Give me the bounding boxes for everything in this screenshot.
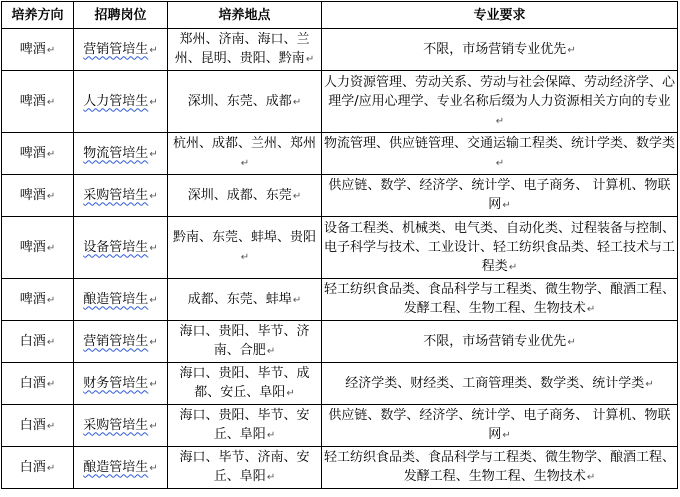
location-cell-text: 海口、贵阳、毕节、成都、安丘、阜阳 (179, 366, 310, 400)
requirement-cell (322, 29, 678, 71)
requirement-cell (322, 405, 678, 447)
paragraph-mark-icon: ↵ (149, 242, 158, 254)
paragraph-mark-icon: ↵ (266, 472, 276, 483)
location-cell-text: 郑州、济南、海口、兰州、昆明、贵阳、黔南 (174, 32, 310, 66)
position-cell (74, 321, 168, 363)
position-cell (74, 405, 168, 447)
table-row (2, 71, 678, 133)
position-cell-text: 财务管培生 (83, 375, 149, 391)
requirement-cell-text: 供应链、数学、经济学、统计学、电子商务、 计算机、物联网 (328, 408, 671, 442)
requirement-cell (322, 279, 678, 321)
table-row (2, 321, 678, 363)
position-cell-text: 营销管培生 (83, 41, 149, 57)
paragraph-mark-icon: ↵ (240, 158, 250, 169)
location-cell-text: 深圳、成都、东莞 (187, 187, 292, 203)
header-direction: 培养方向 (2, 2, 74, 29)
position-cell (74, 29, 168, 71)
paragraph-mark-icon: ↵ (46, 148, 56, 160)
paragraph-mark-icon: ↵ (46, 294, 56, 306)
position-cell-text: 酿造管培生 (83, 459, 149, 475)
requirement-cell-text: 设备工程类、机械类、电气类、自动化类、过程装备与控制、电子科学与技术、工业设计、轻工纺织食品类、轻工技术与工程类 (324, 220, 676, 274)
position-cell-text: 物流管培生 (83, 145, 149, 161)
requirement-cell (322, 447, 678, 489)
paragraph-mark-icon: ↵ (46, 462, 56, 474)
requirement-cell-text: 物流管理、供应链管理、交通运输工程类、统计学类、数学类 (324, 136, 676, 151)
location-cell (168, 363, 322, 405)
location-cell-text: 海口、贵阳、毕节、济南、合肥 (179, 324, 310, 358)
paragraph-mark-icon: ↵ (46, 190, 56, 202)
table-row (2, 217, 678, 279)
direction-cell (2, 71, 74, 133)
requirement-cell-text: 轻工纺织食品类、食品科学与工程类、微生物学、酿酒工程、发酵工程、生物工程、生物技术 (324, 450, 676, 484)
requirement-cell (322, 71, 678, 133)
requirement-cell (322, 217, 678, 279)
paragraph-mark-icon: ↵ (502, 200, 511, 211)
paragraph-mark-icon: ↵ (46, 336, 56, 348)
paragraph-mark-icon: ↵ (266, 430, 276, 441)
paragraph-mark-icon: ↵ (266, 346, 276, 357)
position-cell-text: 人力管培生 (83, 93, 149, 109)
location-cell (168, 29, 322, 71)
position-cell-text: 采购管培生 (83, 187, 149, 203)
location-cell (168, 217, 322, 279)
requirement-cell-text: 不限，市场营销专业优先 (423, 333, 567, 349)
recruitment-table (1, 1, 678, 489)
paragraph-mark-icon: ↵ (46, 420, 56, 432)
location-cell-text: 海口、贵阳、毕节、安丘、阜阳 (179, 408, 310, 442)
requirement-cell (322, 133, 678, 175)
table-row (2, 363, 678, 405)
paragraph-mark-icon: ↵ (46, 44, 56, 56)
direction-cell-text: 白酒 (19, 459, 46, 475)
paragraph-mark-icon: ↵ (286, 388, 295, 399)
table-row (2, 175, 678, 217)
paragraph-mark-icon: ↵ (149, 420, 158, 432)
direction-cell (2, 133, 74, 175)
direction-cell (2, 29, 74, 71)
position-cell (74, 217, 168, 279)
requirement-cell-text: 轻工纺织食品类、食品科学与工程类、微生物学、酿酒工程、发酵工程、生物工程、生物技术 (324, 282, 676, 316)
location-cell-text: 深圳、东莞、成都 (187, 93, 292, 109)
location-cell (168, 71, 322, 133)
paragraph-mark-icon: ↵ (567, 336, 576, 348)
requirement-cell-text: 经济学类、财经类、工商管理类、数学类、统计学类 (345, 375, 645, 391)
direction-cell-text: 啤酒 (19, 187, 46, 203)
header-row (2, 2, 678, 29)
direction-cell-text: 白酒 (19, 375, 46, 391)
paragraph-mark-icon: ↵ (586, 304, 596, 315)
position-cell (74, 133, 168, 175)
paragraph-mark-icon: ↵ (292, 294, 302, 306)
paragraph-mark-icon: ↵ (149, 148, 158, 160)
table-row (2, 29, 678, 71)
header-requirement: 专业要求 (322, 2, 678, 29)
direction-cell (2, 175, 74, 217)
location-cell (168, 279, 322, 321)
location-cell (168, 405, 322, 447)
paragraph-mark-icon: ↵ (149, 294, 158, 306)
direction-cell (2, 447, 74, 489)
direction-cell (2, 321, 74, 363)
paragraph-mark-icon: ↵ (495, 115, 505, 127)
paragraph-mark-icon: ↵ (149, 44, 158, 56)
paragraph-mark-icon: ↵ (149, 462, 158, 474)
requirement-cell (322, 363, 678, 405)
paragraph-mark-icon: ↵ (149, 190, 158, 202)
paragraph-mark-icon: ↵ (508, 261, 518, 273)
direction-cell-text: 白酒 (19, 333, 46, 349)
paragraph-mark-icon: ↵ (149, 336, 158, 348)
position-cell-text: 营销管培生 (83, 333, 149, 349)
paragraph-mark-icon: ↵ (645, 378, 654, 390)
direction-cell (2, 405, 74, 447)
paragraph-mark-icon: ↵ (292, 96, 302, 108)
position-cell-text: 设备管培生 (83, 239, 149, 255)
location-cell (168, 447, 322, 489)
paragraph-mark-icon: ↵ (46, 242, 56, 254)
direction-cell-text: 啤酒 (19, 93, 46, 109)
paragraph-mark-icon: ↵ (292, 190, 302, 202)
paragraph-mark-icon: ↵ (305, 54, 315, 65)
location-cell-text: 黔南、东莞、蚌埠、贵阳 (172, 230, 316, 245)
position-cell (74, 175, 168, 217)
location-cell-text: 杭州、成都、兰州、郑州 (172, 136, 316, 151)
table-row (2, 133, 678, 175)
location-cell (168, 133, 322, 175)
location-cell (168, 321, 322, 363)
paragraph-mark-icon: ↵ (502, 430, 511, 441)
direction-cell (2, 217, 74, 279)
requirement-cell-text: 人力资源管理、劳动关系、劳动与社会保障、劳动经济学、心理学/应用心理学、专业名称后缀为人力资源相关方向的专业 (324, 74, 676, 109)
header-location: 培养地点 (168, 2, 322, 29)
position-cell (74, 279, 168, 321)
position-cell (74, 447, 168, 489)
requirement-cell (322, 175, 678, 217)
position-cell-text: 采购管培生 (83, 417, 149, 433)
location-cell-text: 成都、东莞、蚌埠 (187, 291, 292, 307)
direction-cell-text: 啤酒 (19, 145, 46, 161)
requirement-cell-text: 不限，市场营销专业优先 (423, 41, 567, 57)
paragraph-mark-icon: ↵ (46, 378, 56, 390)
requirement-cell-text: 供应链、数学、经济学、统计学、电子商务、 计算机、物联网 (328, 178, 671, 212)
position-cell (74, 71, 168, 133)
direction-cell (2, 279, 74, 321)
header-position: 招聘岗位 (74, 2, 168, 29)
table-row (2, 405, 678, 447)
position-cell-text: 酿造管培生 (83, 291, 149, 307)
paragraph-mark-icon: ↵ (240, 252, 250, 263)
paragraph-mark-icon: ↵ (46, 96, 56, 108)
location-cell-text: 海口、毕节、济南、安丘、阜阳 (179, 450, 310, 484)
direction-cell (2, 363, 74, 405)
location-cell (168, 175, 322, 217)
direction-cell-text: 啤酒 (19, 239, 46, 255)
paragraph-mark-icon: ↵ (149, 96, 158, 108)
paragraph-mark-icon: ↵ (567, 44, 576, 56)
table-row (2, 447, 678, 489)
paragraph-mark-icon: ↵ (149, 378, 158, 390)
requirement-cell (322, 321, 678, 363)
paragraph-mark-icon: ↵ (586, 472, 596, 483)
table-row (2, 279, 678, 321)
direction-cell-text: 白酒 (19, 417, 46, 433)
paragraph-mark-icon: ↵ (495, 158, 505, 169)
direction-cell-text: 啤酒 (19, 41, 46, 57)
position-cell (74, 363, 168, 405)
direction-cell-text: 啤酒 (19, 291, 46, 307)
